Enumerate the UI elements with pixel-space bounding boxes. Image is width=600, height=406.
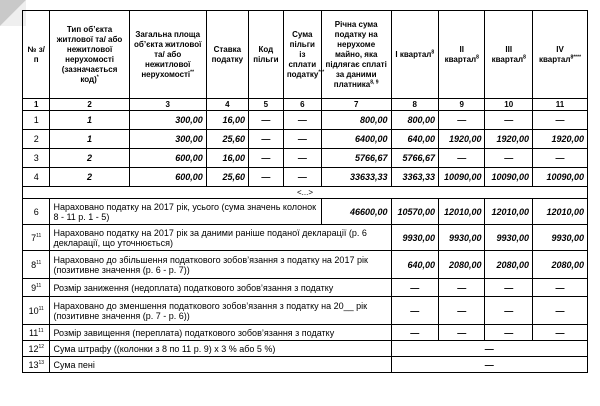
q4-sum: — [533, 149, 588, 168]
summary-row [23, 325, 588, 341]
summary-q3: — [485, 279, 533, 297]
header-col-area: Загальна площа об’єкта житлової та/ або нежитлової нерухомості** [129, 11, 206, 99]
summary-label: Нараховано до зменшення податкового зобов’язання з податку на 20__ рік (позитивне значення (р. 7 - р. 6)) [50, 297, 391, 325]
tax-declaration-table [22, 10, 588, 373]
summary-q3: 12010,00 [485, 199, 533, 225]
col-number: 3 [129, 99, 206, 111]
q3-sum: 10090,00 [485, 168, 533, 187]
summary-label: Розмір заниження (недоплата) податкового зобов’язання з податку [50, 279, 391, 297]
summary-row [23, 199, 588, 225]
object-type: 1 [50, 111, 129, 130]
tax-rate: 16,00 [206, 149, 248, 168]
summary-index: $9^{11}$ [23, 279, 50, 297]
header-col-rate: Ставка податку [206, 11, 248, 99]
summary-total: — [391, 341, 587, 357]
summary-label: Розмір завищення (переплата) податкового зобов’язання з податку [50, 325, 391, 341]
summary-annual: 46600,00 [321, 199, 391, 225]
col-number: 1 [23, 99, 50, 111]
q1-sum: 800,00 [391, 111, 439, 130]
object-area: 600,00 [129, 168, 206, 187]
summary-row [23, 357, 588, 373]
object-type: 1 [50, 130, 129, 149]
summary-row [23, 297, 588, 325]
table-row [23, 130, 588, 149]
object-type: 2 [50, 149, 129, 168]
summary-q1: 9930,00 [391, 225, 439, 251]
col-number: 4 [206, 99, 248, 111]
q1-sum: 640,00 [391, 130, 439, 149]
summary-index: 6 [23, 199, 50, 225]
summary-label: Сума штрафу ((колонки з 8 по 11 р. 9) x 3 % або 5 %) [50, 341, 391, 357]
summary-q3: 2080,00 [485, 251, 533, 279]
q2-sum: 1920,00 [439, 130, 485, 149]
tax-rate: 25,60 [206, 168, 248, 187]
summary-q4: — [533, 325, 588, 341]
summary-index: $12^{12}$ [23, 341, 50, 357]
summary-q2: 2080,00 [439, 251, 485, 279]
col-number: 6 [283, 99, 321, 111]
summary-index: $13^{13}$ [23, 357, 50, 373]
q1-sum: 3363,33 [391, 168, 439, 187]
object-area: 600,00 [129, 149, 206, 168]
summary-q3: — [485, 297, 533, 325]
summary-index: $10^{11}$ [23, 297, 50, 325]
annual-sum: 6400,00 [321, 130, 391, 149]
summary-label: Нараховано податку на 2017 рік, усього (сума значень колонок 8 - 11 р. 1 - 5) [50, 199, 321, 225]
benefit-code: — [248, 149, 283, 168]
summary-q2: — [439, 279, 485, 297]
header-col-code: Код пільги [248, 11, 283, 99]
header-col-type: Тип об’єкта житлової та/ або нежитлової нерухомості (зазначається код)* [50, 11, 129, 99]
q3-sum: — [485, 111, 533, 130]
q2-sum: 10090,00 [439, 168, 485, 187]
summary-q2: 12010,00 [439, 199, 485, 225]
summary-q2: — [439, 297, 485, 325]
object-area: 300,00 [129, 130, 206, 149]
row-number: 4 [23, 168, 50, 187]
annual-sum: 5766,67 [321, 149, 391, 168]
q2-sum: — [439, 111, 485, 130]
summary-q4: 9930,00 [533, 225, 588, 251]
summary-q1: — [391, 325, 439, 341]
q4-sum: — [533, 111, 588, 130]
benefit-sum: — [283, 168, 321, 187]
row-number: 2 [23, 130, 50, 149]
summary-total: — [391, 357, 587, 373]
summary-q2: — [439, 325, 485, 341]
summary-q3: — [485, 325, 533, 341]
header-col-number: № з/п [23, 11, 50, 99]
q4-sum: 10090,00 [533, 168, 588, 187]
summary-row [23, 341, 588, 357]
col-number: 8 [391, 99, 439, 111]
summary-q4: 12010,00 [533, 199, 588, 225]
ellipsis-row [23, 187, 588, 199]
header-col-q3: ІІІ квартал$^8$ [485, 11, 533, 99]
summary-index: $8^{11}$ [23, 251, 50, 279]
summary-label: Сума пені [50, 357, 391, 373]
summary-row [23, 225, 588, 251]
tax-rate: 16,00 [206, 111, 248, 130]
annual-sum: 800,00 [321, 111, 391, 130]
col-number: 11 [533, 99, 588, 111]
benefit-code: — [248, 168, 283, 187]
summary-index: $11^{11}$ [23, 325, 50, 341]
q2-sum: — [439, 149, 485, 168]
benefit-code: — [248, 130, 283, 149]
table-row [23, 168, 588, 187]
column-numbers-row [23, 99, 588, 111]
summary-label: Нараховано до збільшення податкового зобов’язання з податку на 2017 рік (позитивне значення (р. 6 - р. 7)) [50, 251, 391, 279]
summary-q1: — [391, 297, 439, 325]
col-number: 5 [248, 99, 283, 111]
summary-q1: — [391, 279, 439, 297]
col-number: 2 [50, 99, 129, 111]
header-col-q1: І квартал$^8$ [391, 11, 439, 99]
q3-sum: 1920,00 [485, 130, 533, 149]
object-type: 2 [50, 168, 129, 187]
row-number: 3 [23, 149, 50, 168]
summary-q2: 9930,00 [439, 225, 485, 251]
header-row [23, 11, 588, 99]
tax-rate: 25,60 [206, 130, 248, 149]
col-number: 10 [485, 99, 533, 111]
benefit-sum: — [283, 111, 321, 130]
row-number: 1 [23, 111, 50, 130]
summary-q4: 2080,00 [533, 251, 588, 279]
header-col-q4: ІV квартал$^{8****}$ [533, 11, 588, 99]
col-number: 9 [439, 99, 485, 111]
header-col-benefit: Сума пільги із сплати податку*** [283, 11, 321, 99]
benefit-sum: — [283, 149, 321, 168]
q4-sum: 1920,00 [533, 130, 588, 149]
header-col-annual: Річна сума податку на нерухоме майно, яка підлягає сплаті за даними платника$^{8, 9}$ [321, 11, 391, 99]
table-row [23, 111, 588, 130]
summary-q3: 9930,00 [485, 225, 533, 251]
col-number: 7 [321, 99, 391, 111]
summary-row [23, 279, 588, 297]
summary-label: Нараховано податку на 2017 рік за даними раніше поданої декларації (р. 6 декларації, що уточнюється) [50, 225, 391, 251]
ellipsis-text: <...> [23, 187, 588, 199]
q3-sum: — [485, 149, 533, 168]
header-col-q2: ІІ квартал$^8$ [439, 11, 485, 99]
table-row [23, 149, 588, 168]
object-area: 300,00 [129, 111, 206, 130]
benefit-code: — [248, 111, 283, 130]
summary-q4: — [533, 279, 588, 297]
q1-sum: 5766,67 [391, 149, 439, 168]
summary-q4: — [533, 297, 588, 325]
benefit-sum: — [283, 130, 321, 149]
summary-q1: 640,00 [391, 251, 439, 279]
summary-row [23, 251, 588, 279]
annual-sum: 33633,33 [321, 168, 391, 187]
summary-q1: 10570,00 [391, 199, 439, 225]
summary-index: $7^{11}$ [23, 225, 50, 251]
